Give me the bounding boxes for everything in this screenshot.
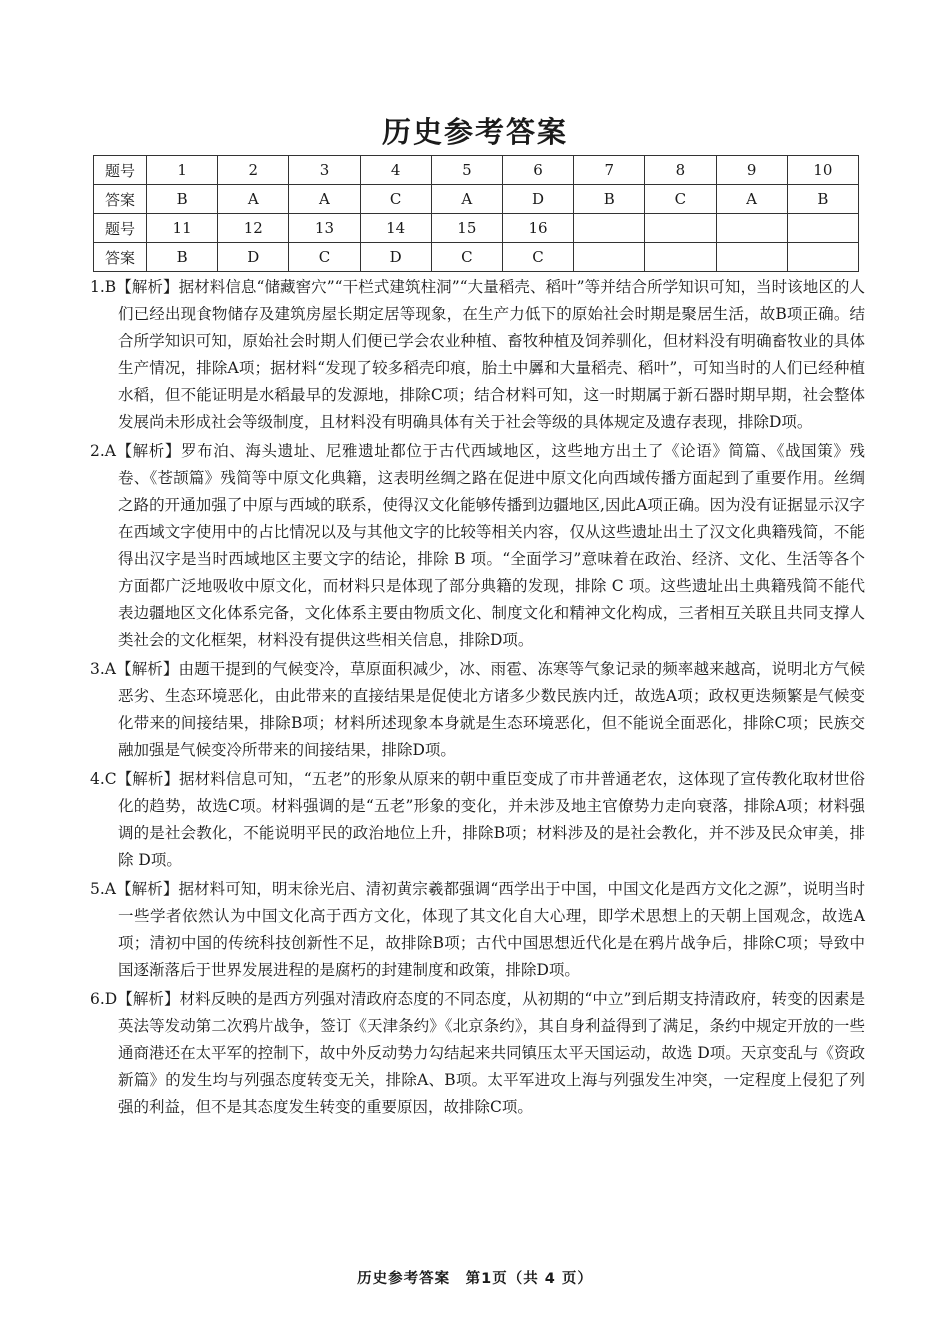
table-cell: A: [431, 185, 502, 214]
analysis-item-6: 6.D【解析】材料反映的是西方列强对清政府态度的不同态度，从初期的“中立”到后期支持清政府，转变的因素是英法等发动第二次鸦片战争，签订《天津条约》《北京条约》，其自身利益得到了满足，条约中规定开放的一些通商港还在太平军的控制下，故中外反动势力勾结起来共同镇压太平天国运动，故选 D项。天京变乱与《资政新篇》的发生均与列强态度转变无关，排除A、B项。太平军进攻上海与列强发生冲突，一定程度上侵犯了列强的利益，但不是其态度发生转变的重要原因，故排除C项。: [90, 990, 865, 1116]
page-footer: 历史参考答案 第1页（共 4 页）: [357, 1271, 593, 1287]
table-cell: 14: [360, 214, 431, 243]
table-cell: [716, 214, 787, 243]
table-cell: D: [360, 243, 431, 272]
analysis-item-2: 2.A【解析】罗布泊、海头遗址、尼雅遗址都位于古代西域地区，这些地方出土了《论语》简篇、《战国策》残卷、《苍颉篇》残简等中原文化典籍，这表明丝绸之路在促进中原文化向西域传播方面起到了重要作用。丝绸之路的开通加强了中原与西域的联系，使得汉文化能够传播到边疆地区,因此A项正确。因为没有证据显示汉字在西域文字使用中的占比情况以及与其他文字的比较等相关内容，仅从这些遗址出土了汉文化典籍残简，不能得出汉字是当时西域地区主要文字的结论，排除 B 项。“全面学习”意味着在政治、经济、文化、生活等各个方面都广泛地吸收中原文化，而材料只是体现了部分典籍的发现，排除 C 项。这些遗址出土典籍残简不能代表边疆地区文化体系完备，文化体系主要由物质文化、制度文化和精神文化构成，三者相互关联且共同支撑人类社会的文化框架，材料没有提供这些相关信息，排除D项。: [90, 442, 865, 649]
table-cell: [574, 214, 645, 243]
table-cell: [645, 214, 716, 243]
table-cell: C: [289, 243, 360, 272]
table-cell: 3: [289, 156, 360, 185]
row-header-cell: 答案: [94, 243, 147, 272]
table-cell: 10: [787, 156, 858, 185]
row-header-cell: 答案: [94, 185, 147, 214]
table-cell: 13: [289, 214, 360, 243]
row-header-cell: 题号: [94, 156, 147, 185]
table-cell: A: [716, 185, 787, 214]
table-cell: C: [360, 185, 431, 214]
table-cell: [787, 243, 858, 272]
table-row: [94, 214, 859, 243]
table-cell: 12: [218, 214, 289, 243]
table-cell: 15: [431, 214, 502, 243]
table-row: [94, 243, 859, 272]
table-cell: [645, 243, 716, 272]
table-cell: C: [645, 185, 716, 214]
table-cell: B: [787, 185, 858, 214]
table-cell: 9: [716, 156, 787, 185]
table-cell: 1: [147, 156, 218, 185]
table-cell: A: [289, 185, 360, 214]
analysis-item-1: 1.B【解析】据材料信息“储藏窖穴”“干栏式建筑柱洞”“大量稻壳、稻叶”等并结合所学知识可知，当时该地区的人们已经出现食物储存及建筑房屋长期定居等现象，在生产力低下的原始社会时期是聚居生活，故B项正确。结合所学知识可知，原始社会时期人们便已学会农业种植、畜牧种植及饲养驯化，但材料没有明确畜牧业的具体生产情况，排除A项；据材料“发现了较多稻壳印痕，胎土中羼和大量稻壳、稻叶”，可知当时的人们已经种植水稻，但不能证明是水稻最早的发源地，排除C项；结合材料可知，这一时期属于新石器时期早期，社会整体发展尚未形成社会等级制度，且材料没有明确具体有关于社会等级的具体规定及遗存表现，排除D项。: [90, 278, 865, 431]
table-cell: C: [431, 243, 502, 272]
table-cell: [574, 243, 645, 272]
table-cell: B: [147, 185, 218, 214]
analysis-section: [90, 274, 865, 1123]
table-cell: [716, 243, 787, 272]
analysis-item-3: 3.A【解析】由题干提到的气候变冷，草原面积减少，冰、雨雹、冻寒等气象记录的频率越来越高，说明北方气候恶劣、生态环境恶化，由此带来的直接结果是促使北方诸多少数民族内迁，故选A项；政权更迭频繁是气候变化带来的间接结果，排除B项；材料所述现象本身就是生态环境恶化，但不能说全面恶化，排除C项；民族交融加强是气候变冷所带来的间接结果，排除D项。: [90, 660, 865, 759]
answer-table: [93, 155, 859, 272]
page-title: 历史参考答案: [381, 115, 568, 149]
table-cell: D: [218, 243, 289, 272]
analysis-item-5: 5.A【解析】据材料可知，明末徐光启、清初黄宗羲都强调“西学出于中国，中国文化是西方文化之源”，说明当时一些学者依然认为中国文化高于西方文化，体现了其文化自大心理，即学术思想上的天朝上国观念，故选A项；清初中国的传统科技创新性不足，故排除B项；古代中国思想近代化是在鸦片战争后，排除C项；导致中国逐渐落后于世界发展进程的是腐朽的封建制度和政策，排除D项。: [90, 880, 865, 979]
table-cell: 2: [218, 156, 289, 185]
table-cell: A: [218, 185, 289, 214]
table-row: [94, 156, 859, 185]
analysis-item-4: 4.C【解析】据材料信息可知，“五老”的形象从原来的朝中重臣变成了市井普通老农，这体现了宣传教化取材世俗化的趋势，故选C项。材料强调的是“五老”形象的变化，并未涉及地主官僚势力走向衰落，排除A项；材料强调的是社会教化，不能说明平民的政治地位上升，排除B项；材料涉及的是社会教化，并不涉及民众审美，排除 D项。: [90, 770, 865, 869]
table-row: [94, 185, 859, 214]
row-header-cell: 题号: [94, 214, 147, 243]
table-cell: C: [502, 243, 573, 272]
table-cell: B: [147, 243, 218, 272]
table-cell: 5: [431, 156, 502, 185]
table-cell: 4: [360, 156, 431, 185]
table-cell: 6: [502, 156, 573, 185]
table-cell: B: [574, 185, 645, 214]
table-cell: 7: [574, 156, 645, 185]
table-cell: 11: [147, 214, 218, 243]
table-cell: D: [502, 185, 573, 214]
table-cell: 8: [645, 156, 716, 185]
table-cell: [787, 214, 858, 243]
table-cell: 16: [502, 214, 573, 243]
